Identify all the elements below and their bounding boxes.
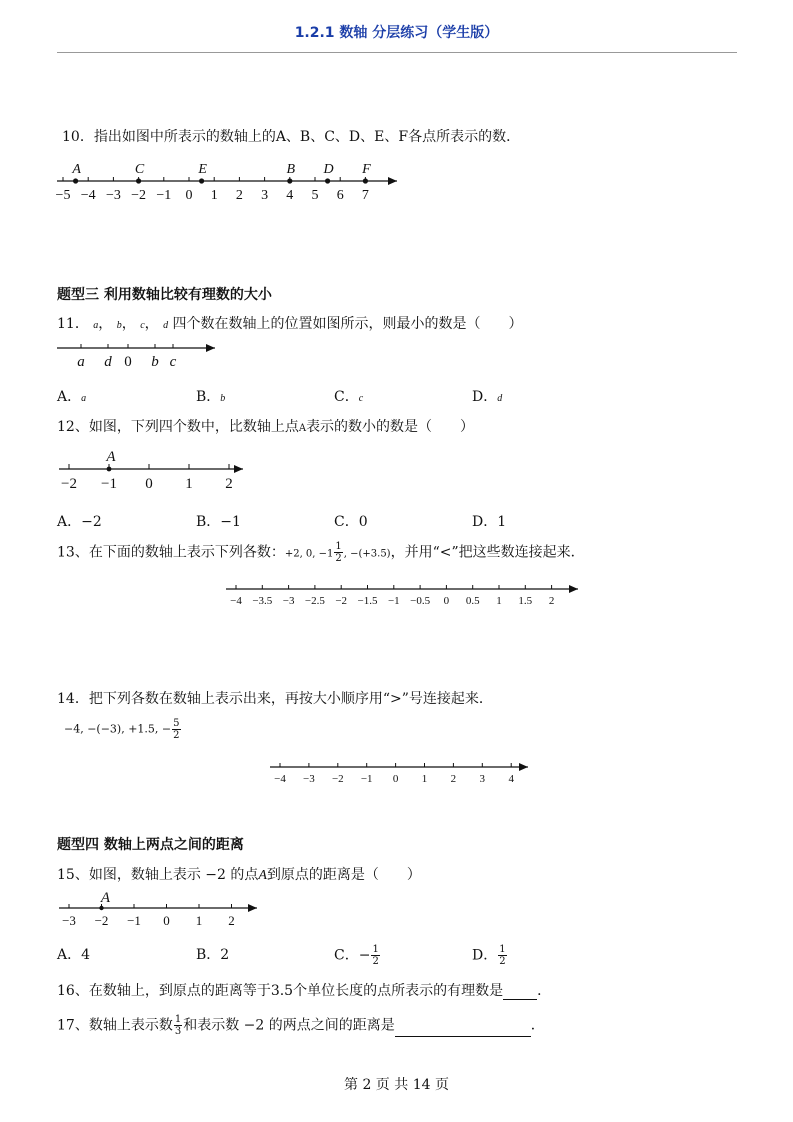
q10-tick-label: −2	[131, 188, 147, 203]
q14-frac-num: 5	[173, 718, 180, 729]
q12-option-b[interactable]	[196, 511, 241, 531]
q12-option-c[interactable]	[334, 511, 368, 531]
q11-option-key: B．	[196, 389, 221, 405]
q10-point-label: D	[323, 162, 334, 177]
q15-point	[99, 906, 103, 910]
q12-text-after: 表示的数小的数是（ ）	[306, 419, 475, 435]
q15-option-c[interactable]	[334, 944, 381, 967]
q11-tick-label: d	[104, 354, 112, 370]
q11-option-key: C．	[334, 389, 359, 405]
q11-option-value: b	[220, 393, 226, 404]
q17-text	[57, 1014, 545, 1037]
q12-option-value: −2	[81, 514, 102, 530]
q10-text: 10．指出如图中所表示的数轴上的A、B、C、D、E、F各点所表示的数．	[62, 129, 521, 145]
q10-point	[73, 178, 78, 183]
q12-tick-label: 2	[225, 476, 233, 492]
q12-text-before: 12、如图，下列四个数中，比数轴上点	[57, 419, 299, 435]
q13-tick-label: −0.5	[410, 595, 431, 607]
q13-tick-label: 2	[548, 595, 555, 607]
q11-option-b[interactable]	[196, 386, 225, 406]
q12-point-label: A	[106, 449, 116, 465]
q12-tick-label: 0	[145, 476, 153, 492]
q12-text	[57, 416, 474, 436]
q13-frac-den: 2	[335, 553, 342, 564]
q17-frac-num: 1	[174, 1014, 182, 1025]
q13-tick-label: 0.5	[465, 595, 480, 607]
q12-axis-arrow	[234, 465, 243, 473]
q14-nums	[64, 718, 182, 741]
q13-axis-arrow	[569, 585, 578, 593]
q15-point-label: A	[100, 890, 111, 906]
q14-tick-label: 0	[392, 773, 399, 785]
q11-option-value: a	[81, 393, 87, 404]
q12-tick-label: −2	[61, 476, 77, 492]
q10-point	[325, 178, 330, 183]
q14-tick-label: −2	[331, 773, 344, 785]
q15-option-frac-den: 2	[499, 956, 506, 967]
q16-answer-blank[interactable]	[503, 985, 537, 1000]
q15-option-key: D．	[472, 947, 498, 964]
q15-option-fraction	[371, 944, 379, 967]
q10-tick-label: 1	[210, 188, 218, 203]
q12-option-value: 1	[497, 514, 507, 530]
q10-tick-label: 2	[235, 188, 243, 203]
q13-fraction	[334, 541, 342, 564]
q14-frac-den: 2	[173, 730, 180, 741]
q10-point	[136, 178, 141, 183]
q14-tick-label: 3	[479, 773, 486, 785]
q17-frac-den: 3	[174, 1026, 182, 1037]
q10-tick-label: 6	[336, 188, 344, 203]
q11-option-key: D．	[472, 389, 498, 405]
q12-option-key: D．	[472, 514, 498, 530]
section4-title: 题型四 数轴上两点之间的距离	[57, 837, 244, 853]
q11-prefix: 11．	[57, 316, 89, 332]
q10-point-label: B	[286, 162, 296, 177]
q11-text: 11． a， b， c， d 四个数在数轴上的位置如图所示，则最小的数是（ ）	[57, 316, 523, 332]
q15-option-key: B．	[196, 947, 221, 963]
q11-var-b: b	[116, 320, 122, 331]
q14-text: 14．把下列各数在数轴上表示出来，再按大小顺序用“>”号连接起来．	[57, 691, 493, 707]
q11-tick-label: b	[151, 354, 159, 370]
q12-option-value: −1	[220, 514, 241, 530]
q13-text	[57, 541, 585, 564]
q12-option-a[interactable]	[57, 511, 102, 531]
q14-tick-label: 2	[450, 773, 457, 785]
q12-option-d[interactable]	[472, 511, 506, 531]
q15-option-value: −	[358, 947, 371, 964]
page-footer: 第 2 页 共 14 页	[344, 1077, 449, 1093]
q16-body: 16、在数轴上，到原点的距离等于3.5个单位长度的点所表示的有理数是	[57, 983, 504, 999]
q10-point	[287, 178, 292, 183]
q11-option-d[interactable]	[472, 386, 502, 406]
q13-tick-label: −1	[387, 595, 400, 607]
q14-tick-label: −1	[360, 773, 373, 785]
q10-point-label: F	[362, 162, 371, 177]
q12-tick-label: 1	[185, 476, 193, 492]
q15-option-a[interactable]	[57, 944, 90, 964]
q15-option-frac-num: 1	[499, 944, 506, 955]
q10-point-label: C	[134, 162, 145, 177]
q10-tick-label: −3	[105, 188, 121, 203]
q12-option-key: A．	[57, 514, 82, 530]
q14-tick-label: −3	[303, 773, 315, 785]
q15-text-after: 到原点的距离是（ ）	[266, 867, 421, 883]
q15-tick-label: 2	[228, 913, 235, 928]
q15-tick-label: −3	[62, 913, 76, 928]
q13-tick-label: 1	[496, 595, 502, 607]
q13-text-before: 13、在下面的数轴上表示下列各数：	[57, 544, 285, 561]
q10-point-label: A	[72, 162, 81, 177]
q10-point-label: E	[198, 162, 207, 177]
q11-tick-label: c	[169, 354, 177, 370]
page-header: 1.2.1 数轴 分层练习（学生版）	[294, 25, 499, 41]
q10-tick-label: 0	[185, 188, 193, 203]
q16-end: ．	[537, 983, 552, 999]
q11-option-value: d	[497, 393, 503, 404]
q17-end: ．	[530, 1017, 545, 1034]
q12-option-key: C．	[334, 514, 359, 530]
q15-option-d[interactable]	[472, 944, 508, 967]
q14-tick-label: 4	[508, 773, 514, 785]
q15-tick-label: 1	[195, 913, 203, 928]
q13-nums-tail: , −(+3.5)	[343, 548, 391, 560]
q10-tick-label: 7	[361, 188, 369, 203]
q12-point: A	[298, 423, 307, 434]
q13-frac-num: 1	[335, 541, 342, 552]
q11-var-d: d	[163, 320, 169, 331]
q10-point	[199, 178, 204, 183]
q11-option-c[interactable]	[334, 386, 363, 406]
q13-tick-label: −2.5	[304, 595, 325, 607]
q15-option-key: A．	[57, 947, 82, 963]
q11-option-value: c	[358, 393, 364, 404]
q17-text-before: 17、数轴上表示数	[57, 1017, 173, 1034]
q13-tick-label: 0	[443, 595, 450, 607]
q17-fraction	[174, 1014, 182, 1037]
q14-axis-arrow	[519, 763, 528, 771]
q16-text	[57, 980, 551, 1000]
q15-point: A	[258, 868, 267, 883]
q11-option-a[interactable]	[57, 386, 86, 406]
q17-text-mid: 和表示数 −2 的两点之间的距离是	[183, 1017, 395, 1034]
q11-var-a: a	[93, 320, 99, 331]
q12-option-value: 0	[358, 514, 368, 530]
q12-point	[107, 467, 112, 472]
q12-tick-label: −1	[101, 476, 117, 492]
q15-option-value: 4	[81, 947, 91, 963]
q15-option-frac-num: 1	[372, 944, 379, 955]
q14-tick-label: −4	[274, 773, 286, 785]
q12-option-key: B．	[196, 514, 221, 530]
q15-text-before: 15、如图，数轴上表示 −2 的点	[57, 867, 259, 883]
q10-point	[363, 178, 368, 183]
section3-title: 题型三 利用数轴比较有理数的大小	[57, 287, 272, 303]
q13-nums: +2, 0, −1	[284, 548, 334, 560]
q10-tick-label: −5	[55, 188, 71, 203]
q14-tick-label: 1	[421, 773, 428, 785]
q11-option-key: A．	[57, 389, 82, 405]
q13-text-after: ，并用“<”把这些数连接起来．	[390, 544, 585, 561]
q15-axis-arrow	[248, 904, 257, 912]
q15-tick-label: −1	[127, 913, 141, 928]
q15-option-key: C．	[334, 947, 359, 964]
q13-tick-label: 1.5	[518, 595, 533, 607]
q10-tick-label: 4	[286, 188, 294, 203]
q13-tick-label: −1.5	[357, 595, 378, 607]
q13-tick-label: −3.5	[252, 595, 273, 607]
q10-axis-arrow	[388, 177, 397, 185]
q13-tick-label: −3	[282, 595, 295, 607]
q15-option-frac-den: 2	[372, 956, 379, 967]
q14-nums-list: −4, −(−3), +1.5, −	[64, 722, 172, 736]
q15-option-b[interactable]	[196, 944, 229, 964]
q10-tick-label: 3	[261, 188, 269, 203]
q13-tick-label: −4	[230, 595, 242, 607]
q11-axis-arrow	[206, 344, 215, 352]
q11-tick-label: 0	[124, 354, 132, 370]
q15-tick-label: 0	[163, 913, 170, 928]
q10-tick-label: 5	[311, 188, 319, 203]
q15-option-fraction	[498, 944, 506, 967]
q10-tick-label: −4	[80, 188, 96, 203]
q15-text	[57, 864, 421, 884]
q15-option-value: 2	[220, 947, 230, 963]
q10-tick-label: −1	[156, 188, 172, 203]
q14-fraction	[172, 718, 180, 741]
q11-var-c: c	[140, 320, 145, 331]
q15-tick-label: −2	[94, 913, 109, 928]
q11-body: 四个数在数轴上的位置如图所示，则最小的数是（ ）	[172, 316, 523, 332]
q13-tick-label: −2	[335, 595, 348, 607]
q17-answer-blank[interactable]	[395, 1022, 531, 1037]
q11-tick-label: a	[77, 354, 85, 370]
